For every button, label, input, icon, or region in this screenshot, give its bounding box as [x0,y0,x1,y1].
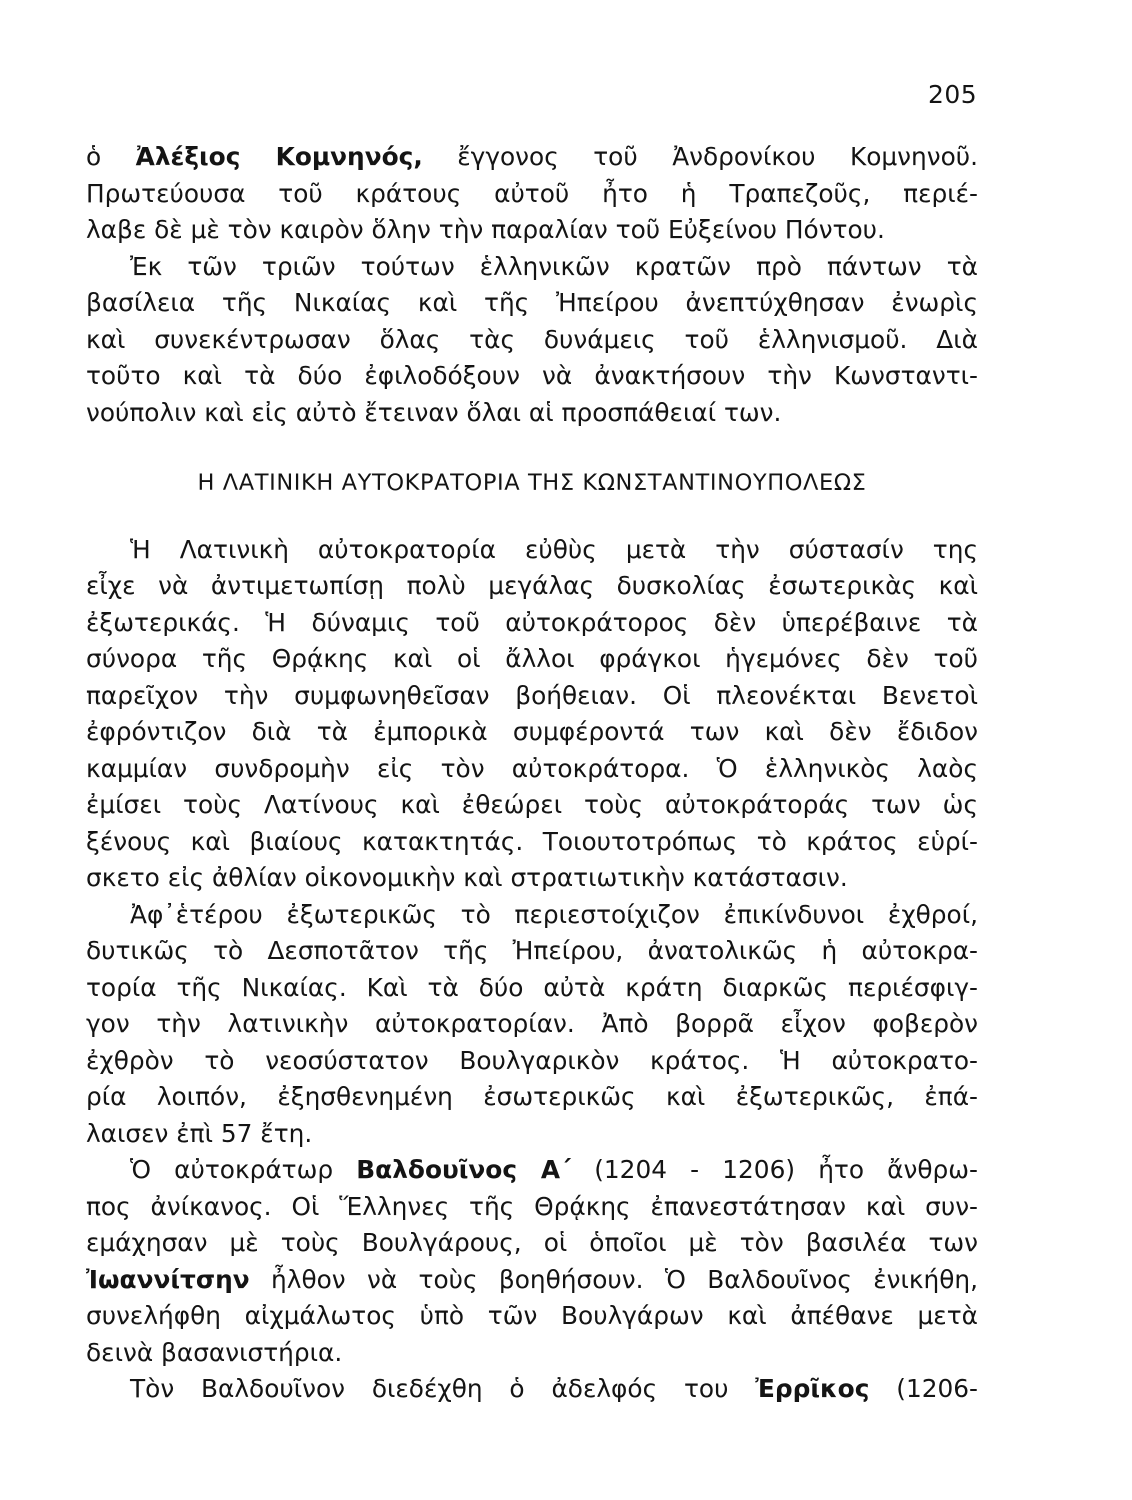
text-line: ἐφρόντιζον διὰ τὰ ἐμπορικὰ συμφέροντά των καὶ δὲν ἔδιδον [86,717,978,746]
name-baldwin-i: Βαλδουῖνος Α΄ [356,1155,572,1184]
text-line: βασίλεια τῆς Νικαίας καὶ τῆς Ἠπείρου ἀνεπτύχθησαν ἐνωρὶς [86,288,978,317]
text-line: τορία τῆς Νικαίας. Καὶ τὰ δύο αὐτὰ κράτη διαρκῶς περιέσφιγ- [86,972,978,1002]
text-line: λαισεν ἐπὶ 57 ἔτη. [86,1118,313,1148]
text-line: δυτικῶς τὸ Δεσποτᾶτον τῆς Ἠπείρου, ἀνατολικῶς ἡ αὐτοκρα- [86,936,978,965]
text-line: Ἡ Λατινικὴ αὐτοκρατορία εὐθὺς μετὰ τὴν σύστασίν της [130,534,978,564]
paragraph-6 [86,1371,978,1408]
text-line: δεινὰ βασανιστήρια. [86,1337,343,1367]
text-line: ἐμίσει τοὺς Λατίνους καὶ ἐθεώρει τοὺς αὐτοκράτοράς των ὡς [86,790,978,819]
text-line: ὁ Ἀλέξιος Κομνηνός, ἔγγονος τοῦ Ἀνδρονίκου Κομνηνοῦ. [86,142,978,171]
text-line: ἐξωτερικάς. Ἡ δύναμις τοῦ αὐτοκράτορος δὲν ὑπερέβαινε τὰ [86,607,978,637]
page-number: 205 [928,80,978,109]
paragraph-5 [86,1152,978,1371]
text-line: νούπολιν καὶ εἰς αὐτὸ ἔτειναν ὅλαι αἱ προσπάθειαί των. [86,397,782,427]
text-line: καμμίαν συνδρομὴν εἰς τὸν αὐτοκράτορα. Ὁ ἑλληνικὸς λαὸς [86,753,978,783]
text-line: σύνορα τῆς Θρᾴκης καὶ οἱ ἄλλοι φράγκοι ἡγεμόνες δὲν τοῦ [86,644,978,673]
text-line: εἶχε νὰ ἀντιμετωπίσῃ πολὺ μεγάλας δυσκολίας ἐσωτερικὰς καὶ [86,571,978,600]
text-line: Πρωτεύουσα τοῦ κράτους αὐτοῦ ἦτο ἡ Τραπεζοῦς, περιέ- [86,178,978,208]
text-line: συνελήφθη αἰχμάλωτος ὑπὸ τῶν Βουλγάρων καὶ ἀπέθανε μετὰ [86,1301,978,1330]
text-line: παρεῖχον τὴν συμφωνηθεῖσαν βοήθειαν. Οἱ πλεονέκται Βενετοὶ [86,680,978,710]
paragraph-2 [86,249,978,432]
text-line: Ἐκ τῶν τριῶν τούτων ἑλληνικῶν κρατῶν πρὸ πάντων τὰ [130,251,978,281]
text-line: γον τὴν λατινικὴν αὐτοκρατορίαν. Ἀπὸ βορρᾶ εἶχον φοβερὸν [86,1009,978,1038]
name-ioannitsis: Ἰωαννίτσην [86,1264,250,1294]
text-line: ρία λοιπόν, ἐξησθενημένη ἐσωτερικῶς καὶ ἐξωτερικῶς, ἐπά- [86,1082,978,1111]
text-line: ἐχθρὸν τὸ νεοσύστατον Βουλγαρικὸν κράτος. Ἡ αὐτοκρατο- [86,1045,978,1075]
page-body [86,139,978,1408]
text-line: Τὸν Βαλδουῖνον διεδέχθη ὁ ἀδελφός του Ἐρρῖκος (1206- [130,1374,978,1403]
text-line: εμάχησαν μὲ τοὺς Βουλγάρους, οἱ ὁποῖοι μὲ τὸν βασιλέα των [86,1228,978,1257]
text-line: τοῦτο καὶ τὰ δύο ἐφιλοδόξουν νὰ ἀνακτήσουν τὴν Κωνσταντι- [86,361,978,390]
text-line: καὶ συνεκέντρωσαν ὅλας τὰς δυνάμεις τοῦ ἑλληνισμοῦ. Διὰ [86,324,978,354]
paragraph-4 [86,897,978,1153]
text-line: πος ἀνίκανος. Οἱ Ἕλληνες τῆς Θρᾴκης ἐπανεστάτησαν καὶ συν- [86,1191,978,1221]
text-line: ξένους καὶ βιαίους κατακτητάς. Τοιουτοτρόπως τὸ κράτος εὑρί- [86,826,978,856]
text-line: λαβε δὲ μὲ τὸν καιρὸν ὅλην τὴν παραλίαν τοῦ Εὐξείνου Πόντου. [86,215,885,244]
section-heading: Η ΛΑΤΙΝΙΚΗ ΑΥΤΟΚΡΑΤΟΡΙΑ ΤΗΣ ΚΩΝΣΤΑΝΤΙΝΟΥΠΟΛΕΩΣ [197,470,867,496]
text-line: Ἰωαννίτσην ἦλθον νὰ τοὺς βοηθήσουν. Ὁ Βαλδουῖνος ἐνικήθη, [86,1264,978,1294]
name-alexios-komnenos: Ἀλέξιος Κομνηνός, [135,142,423,171]
text-line: Ὁ αὐτοκράτωρ Βαλδουῖνος Α΄ (1204 - 1206) ἦτο ἄνθρω- [130,1155,978,1184]
paragraph-3 [86,532,978,897]
paragraph-1 [86,139,978,249]
name-henry: Ἐρρῖκος [755,1374,870,1403]
text-line: Ἀφ᾿ἑτέρου ἐξωτερικῶς τὸ περιεστοίχιζον ἐπικίνδυνοι ἐχθροί, [130,899,978,929]
text-line: σκετο εἰς ἀθλίαν οἰκονομικὴν καὶ στρατιωτικὴν κατάστασιν. [86,863,848,892]
